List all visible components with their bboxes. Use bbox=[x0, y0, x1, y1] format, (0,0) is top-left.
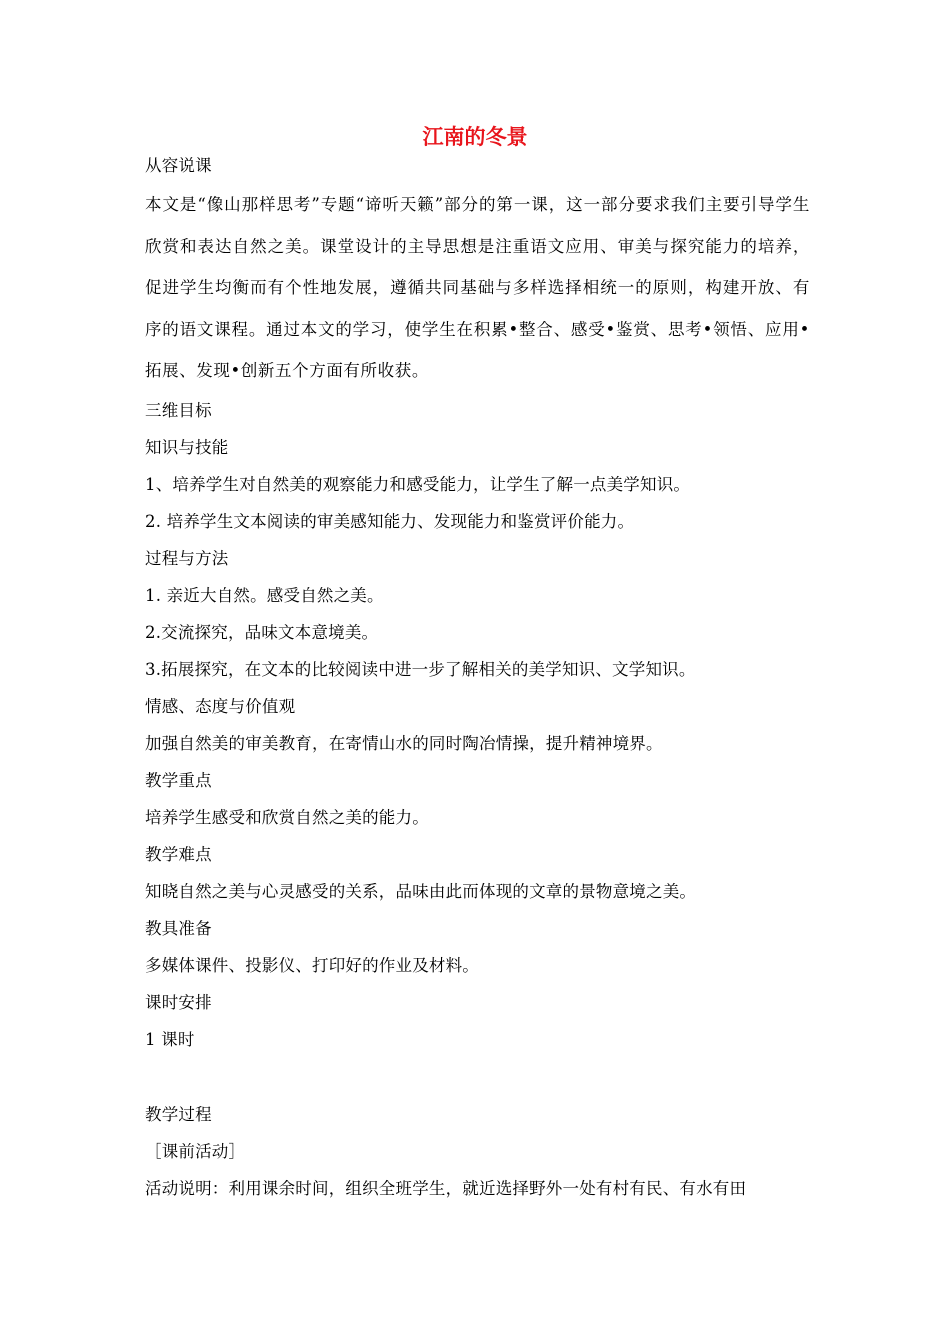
emotion-text: 加强自然美的审美教育，在寄情山水的同时陶冶情操，提升精神境界。 bbox=[145, 733, 663, 753]
process-item-3: 3.拓展探究，在文本的比较阅读中进一步了解相关的美学知识、文学知识。 bbox=[145, 659, 696, 679]
difficult-text: 知晓自然之美与心灵感受的关系，品味由此而体现的文章的景物意境之美。 bbox=[145, 881, 697, 901]
document-body bbox=[145, 147, 810, 1207]
blank-line bbox=[145, 1058, 810, 1096]
section-heading-key: 教学重点 bbox=[145, 770, 212, 790]
section-heading-process-main: 教学过程 bbox=[145, 1104, 212, 1124]
subheading-knowledge: 知识与技能 bbox=[145, 437, 229, 457]
section-heading-intro: 从容说课 bbox=[145, 156, 212, 175]
knowledge-item-2: 2. 培养学生文本阅读的审美感知能力、发现能力和鉴赏评价能力。 bbox=[145, 511, 635, 531]
subheading-emotion: 情感、态度与价值观 bbox=[145, 696, 296, 716]
tools-text: 多媒体课件、投影仪、打印好的作业及材料。 bbox=[145, 955, 479, 975]
subheading-process: 过程与方法 bbox=[145, 548, 229, 568]
intro-paragraph: 本文是“像山那样思考”专题“谛听天籁”部分的第一课，这一部分要求我们主要引导学生欣赏和表达自然之美。课堂设计的主导思想是注重语文应用、审美与探究能力的培养，促进学生均衡而有个性地发展，遵循共同基础与多样选择相统一的原则，构建开放、有序的语文课程。通过本文的学习，使学生在积累•整合、感受•鉴赏、思考•领悟、应用•拓展、发现•创新五个方面有所收获。 bbox=[145, 195, 810, 380]
pre-class-heading: ［课前活动］ bbox=[145, 1141, 246, 1161]
section-heading-schedule: 课时安排 bbox=[145, 992, 212, 1012]
key-text: 培养学生感受和欣赏自然之美的能力。 bbox=[145, 807, 429, 827]
section-heading-tools: 教具准备 bbox=[145, 918, 212, 938]
schedule-text: 1 课时 bbox=[145, 1029, 195, 1049]
section-heading-goals: 三维目标 bbox=[145, 400, 212, 420]
process-item-2: 2.交流探究，品味文本意境美。 bbox=[145, 622, 379, 642]
knowledge-item-1: 1、培养学生对自然美的观察能力和感受能力，让学生了解一点美学知识。 bbox=[145, 474, 691, 494]
document-title: 江南的冬景 bbox=[422, 124, 528, 149]
activity-text: 活动说明：利用课余时间，组织全班学生，就近选择野外一处有村有民、有水有田 bbox=[145, 1178, 747, 1198]
process-item-1: 1. 亲近大自然。感受自然之美。 bbox=[145, 585, 384, 605]
section-heading-difficult: 教学难点 bbox=[145, 844, 212, 864]
